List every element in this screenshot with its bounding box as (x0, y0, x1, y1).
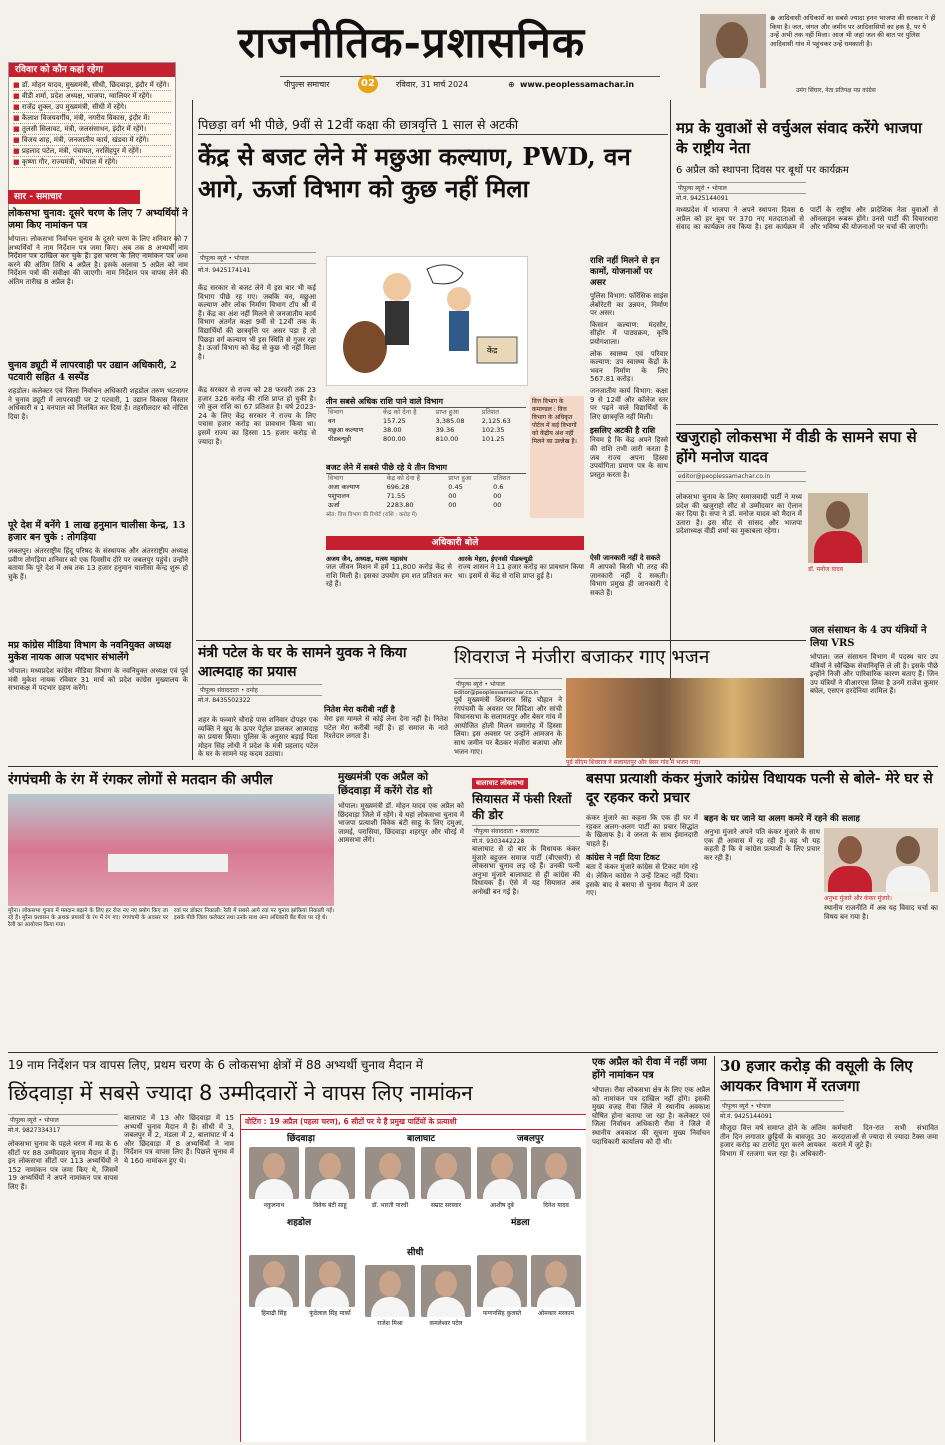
candidate-photo (421, 1265, 471, 1317)
banner-shape (108, 854, 228, 872)
lead-kicker: पिछड़ा वर्ग भी पीछे, 9वीं से 12वीं कक्षा की छात्रवृत्ति 1 साल से अटकी (198, 116, 668, 135)
saar-text: जबलपुर। अंतरराष्ट्रीय हिंदू परिषद के संस्थापक और अंतरराष्ट्रीय अध्यक्ष प्रवीण तोगड़िया शनिवार को एक दिवसीय दौरे पर जबलपुर पहुंचे। उन्होंने बताया कि पूरे देश में अब तक 13 हजार हनुमान चालीसा केन्द्र शुरू हो चुके हैं। (8, 547, 188, 581)
saar-headline: मप्र कांग्रेस मीडिया विभाग के नवनियुक्त अध्यक्ष मुकेश नायक आज पदभार संभालेंगे (8, 640, 172, 663)
suicide-headline: मंत्री पटेल के घर के सामने युवक ने किया आत्मदाह का प्रयास (198, 645, 407, 680)
table-cell: 0.6 (493, 483, 504, 491)
table-header: केंद्र को देना है (383, 408, 417, 416)
scheme-item: किसान कल्याण: मंदसौर, सीहोर में पाठ्यक्रम, कृषि प्रयोगशाला। (590, 320, 668, 346)
table-row (326, 483, 526, 492)
cartoon-drawing (327, 257, 527, 385)
candidate-name: राजेश मिश्रा (377, 1320, 403, 1327)
table-cell: वन (328, 417, 336, 425)
table-low-budget (326, 462, 526, 534)
rewa-text: भोपाल। रीवा लोकसभा क्षेत्र के लिए एक अप्रैल को नामांकन पत्र दाखिल नहीं होंगे। इसकी मुख्य वजह रीवा जिले में स्थानीय अवकाश घोषित होना बताया जा रहा है। कलेक्टर एवं जिला निर्वाचन अधिकारी रीवा ने जिले में स्थानीय अवकाश की सूचना मुख्य निर्वाचन पदाधिकारी कार्यालय को दी थी। (592, 1086, 710, 1146)
candidate-name: दिनेश यादव (543, 1202, 569, 1209)
rally-caption: मुरैना। लोकसभा चुनाव में मतदान बढ़ाने के लिए हर रोज नए नए प्रयोग किए जा रहे हैं। मुरैना प्रशासन के अथक प्रयासों के रंग में रंग गए। रंगपंचमी के अवसर पर रैली का आयोजन किया गया। (8, 908, 168, 928)
bsp-subhead: कांग्रेस ने नहीं दिया टिकट (586, 852, 660, 863)
candidate-photo (365, 1147, 415, 1199)
suicide-subtext: मेरा इस मामले से कोई लेना देना नहीं है। नितेश पटेल मेरा करीबी नहीं है। हां समाज के नाते रिश्तेदार लगता है। (324, 715, 448, 741)
list-item: ■ राजेंद्र शुक्ल, उप मुख्यमंत्री, सीधी में रहेंगे। (13, 102, 171, 113)
candidate-photo (305, 1255, 355, 1307)
vrs-headline: जल संसाधन के 4 उप यंत्रियों ने लिया VRS (810, 625, 927, 649)
face-shape (838, 836, 862, 864)
candidate-card (531, 1255, 581, 1317)
candidate-photo (477, 1147, 527, 1199)
saar-item (8, 360, 188, 510)
mobile-number: मो.नं. 8435502322 (198, 697, 251, 704)
balaghat-text: बालाघाट से दो बार के विधायक कंकर मुंजारे बहुजन समाज पार्टी (बीएसपी) से लोकसभा चुनाव लड़ रहे हैं। उनकी पत्नी अनुभा मुंजारे बालाघाट से ही कांग्रेस की विधायक हैं। ऐसे में यह सियासत अब अनोखी बन गई है। (472, 845, 580, 896)
section-title: राजनीतिक-प्रशासनिक (238, 18, 586, 67)
khajuraho-text: लोकसभा चुनाव के लिए समाजवादी पार्टी ने मध्य प्रदेश की खजुराहो सीट से उम्मीदवार का ऐलान कर दिया है। सपा ने डॉ. मनोज यादव को मैदान में उतारा है। इस सीट से सांसद और भाजपा प्रदेशाध्यक्ष वीडी शर्मा का मुकाबला रहेगा। (676, 493, 802, 536)
candidate-card (249, 1147, 299, 1209)
table-cell: 102.35 (481, 426, 505, 434)
lead-story (198, 116, 668, 646)
schemes-box (590, 256, 668, 546)
shirt-shape (706, 58, 760, 88)
wife-side-box (704, 814, 938, 950)
youth-text: मध्यप्रदेश में भाजपा ने अपने स्थापना दिवस 6 अप्रैल को हर बूथ पर 370 नए मतदाताओं से संवाद का कार्यक्रम तय किया है। इस कार्यक्रम में पार्टी के राष्ट्रीय और प्रादेशिक नेता युवाओं से ऑनलाइन रूबरू होंगे। उनसे पार्टी की विचारधारा और भविष्य की योजनाओं पर चर्चा की जाएगी। (676, 206, 938, 232)
table-header: केंद्र को देना है (386, 474, 421, 482)
candidate-photo (305, 1147, 355, 1199)
byline: पीपुल्स संवाददाता • बालाघाट (472, 825, 580, 837)
bsp-headline: बसपा प्रत्याशी कंकर मुंजारे कांग्रेस विधायक पत्नी से बोले- मेरे घर से दूर रहकर करो प्रचार (586, 771, 933, 806)
scheme-item: पुलिस विभाग: फॉरेंसिक साइंस लेबोरेटरी का उन्नयन, निर्माण पर असर। (590, 292, 668, 318)
scheme-item: लोक स्वास्थ्य एवं परिवार कल्याण: उप स्वास्थ्य केंद्रों के भवन निर्माण के लिए 567.81 करोड़। (590, 349, 668, 384)
table-cell: 00 (493, 492, 502, 500)
table-cell: 39.36 (435, 426, 455, 434)
table-cell: पीडब्ल्यूडी (328, 435, 352, 443)
candidate-card (421, 1147, 471, 1209)
column-divider (714, 1056, 715, 1442)
candidate-card (305, 1255, 355, 1317)
table-row (326, 492, 526, 501)
table-title: तीन सबसे अधिक राशि पाने वाले विभाग (326, 396, 526, 408)
photo-caption: डॉ. मनोज यादव (808, 566, 843, 573)
seat-label: सीधी (407, 1248, 424, 1258)
scheme-item: जनजातीय कार्य विभाग: कक्षा 9 से 12वीं और कॉलेज स्तर पर पढ़ने वाले विद्यार्थियों के लिए छात्रवृत्ति नहीं मिली। (590, 386, 668, 421)
shivraj-photo (566, 678, 804, 758)
shirt-shape (828, 866, 872, 892)
table-cell: 00 (448, 492, 457, 500)
nominations-col1: लोकसभा चुनाव के पहले चरण में मप्र के 6 सीटों पर 88 उम्मीदवार चुनाव मैदान में हैं। इन लोकसभा सीटों पर 113 अभ्यर्थियों ने 152 नामांकन पत्र जमा किए थे, जिसमें 19 अभ्यर्थियों ने अपने नामांकन पत्र वापस लिए हैं। (8, 1140, 118, 1191)
candidate-name: फग्गनसिंह कुलस्ते (482, 1310, 522, 1317)
face-shape (826, 501, 850, 529)
table-cell: 2283.80 (386, 501, 414, 509)
candidate-name: ओमकार मरकाम (537, 1310, 575, 1317)
wife-text: अनुभा मुंजारे अपने पति कंकर मुंजारे के साथ एक ही आवास में रह रही हैं। वह भी यह कहती हैं कि वे कांग्रेस प्रत्याशी के लिए प्रचार कर रही हैं। (704, 828, 820, 862)
wife-headline: बहन के घर जाने या अलग कमरे में रहने की सलाह (704, 814, 860, 824)
shirt-shape (886, 866, 930, 892)
table-header: विभाग (328, 474, 344, 482)
table-top-budget (326, 396, 526, 462)
official-name: ऐसी जानकारी नहीं दे सकते (590, 554, 661, 562)
list-item: ■ कैलाश विजयवर्गीय, मंत्री, नगरीय विकास, इंदौर में। (13, 113, 171, 124)
list-item: ■ तुलसी सिलावट, मंत्री, जलसंसाधन, इंदौर में रहेंगे। (13, 124, 171, 135)
tax-story (720, 1056, 938, 1442)
shivraj-text: पूर्व मुख्यमंत्री शिवराज सिंह चौहान ने रंगपंचमी के अवसर पर विदिशा और सांची विधानसभा के सलामतपुर और बेसर गांव में आयोजित होली मिलन समारोह में हिस्सा लिया। इस अवसर पर उन्होंने आमजन के साथ जमीन पर बैठकर मंजीरा बजाया और भजन गाए। (454, 696, 562, 756)
official-quote (326, 554, 452, 634)
quote-author: उमंग सिंघार, नेता प्रतिपक्ष मप्र कांग्रेस (796, 87, 876, 94)
officials-bar: अधिकारी बोले (326, 536, 584, 550)
list-item: ■ कृष्णा गौर, राज्यमंत्री, भोपाल में रहेंगे। (13, 157, 171, 168)
saar-column (8, 190, 188, 760)
cm-roadshow-story (338, 770, 464, 936)
table-cell: 00 (448, 501, 457, 509)
table-row (326, 435, 526, 444)
shivraj-headline: शिवराज ने मंजीरा बजाकर गाए भजन (454, 646, 710, 668)
saar-title: सार - समाचार (8, 190, 140, 204)
candidate-name: फुंदेलाल सिंह मार्को (309, 1310, 351, 1317)
table-cell: 38.00 (383, 426, 402, 434)
suicide-text: शहर के फव्वारे चौराहे पास शनिवार दोपहर एक व्यक्ति ने खुद के ऊपर पेट्रोल डालकर आत्मदाह का प्रयास किया। पुलिस के अनुसार बड़ाई पिता मोहन सिंह लोधी ने प्रदेश के मंत्री प्रहलाद पटेल के घर के सामने यह कदम उठाया। (198, 716, 318, 759)
table-cell: 810.00 (435, 435, 459, 443)
column-divider (192, 100, 193, 760)
bsp-text: कंकर मुंजारे का कहना कि एक ही घर में रहकर अलग-अलग पार्टी का प्रचार सिद्धांत के खिलाफ है। वे जनता के साथ ईमानदारी चाहते हैं। (586, 814, 698, 848)
website[interactable]: www.peoplessamachar.in (520, 80, 635, 89)
mobile-number: मो.नं. 9425144091 (720, 1113, 773, 1120)
page-number: 02 (358, 75, 378, 93)
issue-date: रविवार, 31 मार्च 2024 (396, 80, 469, 89)
byline: पीपुल्स ब्यूरो • भोपाल (198, 252, 316, 264)
byline: पीपुल्स ब्यूरो • भोपाल (720, 1100, 844, 1112)
lead-col1: केंद्र सरकार से बजट लेने में इस बार भी कई विभाग पीछे रह गए। जबकि वन, मछुआ कल्याण और लोक निर्माण विभाग टॉप श्री में हैं। केंद्र का अंश नहीं मिलने से जनजातीय कार्य विभाग अंतर्गत कक्षा 9वीं से 12वीं तक के विद्यार्थियों की छात्रवृत्ति पर असर पड़ा है तो पिछड़ा वर्ग कल्याण भी इस स्थिति से गुजर रहा है। ऊर्जा विभाग को केंद्र से कुछ भी नहीं मिला है। (198, 284, 316, 361)
suicide-subhead: नितेश मेरा करीबी नहीं है (324, 704, 395, 714)
candidate-name: विवेक बंटी साहू (313, 1202, 347, 1209)
sunday-box-title: रविवार को कौन कहां रहेगा (9, 63, 175, 77)
candidate-name: आशीष दुबे (490, 1202, 514, 1209)
balaghat-story (472, 770, 580, 936)
table-cell: 00 (493, 501, 502, 509)
suicide-sidebox (324, 704, 448, 762)
candidate-card (531, 1147, 581, 1209)
cm-text: भोपाल। मुख्यमंत्री डॉ. मोहन यादव एक अप्रैल को छिंदवाड़ा जिले में रहेंगे। वे यहां लोकसभा चुनाव में भाजपा प्रत्याशी विवेक बंटी साहू के लिए दमुआ, जामई, परासिया, छिंदवाड़ा शहरपुर और चौरई में आमसभा लेंगे। (338, 802, 464, 845)
candidate-card (249, 1255, 299, 1317)
table-cell: मछुआ कल्याण (328, 426, 364, 434)
saar-text: भोपाल। लोकसभा निर्वाचन चुनाव के दूसरे चरण के लिए शनिवार को 7 अभ्यर्थियों ने नाम निर्देशन पत्र जमा किए। अब तक 8 अभ्यर्थी नाम निर्देशन पत्र दाखिल कर चुके हैं। इस चरण के लिए नामांकन पत्र जमा करने की अंतिम तिथि 4 अप्रैल है। इसके अलावा 5 अप्रैल को नाम निर्देशन पत्रों की संवीक्षा की जाएगी। नाम निर्देशन पत्र वापस लेने की अंतिम तारीख 8 अप्रैल है। (8, 235, 188, 286)
face-shape (716, 22, 748, 60)
bsp-subtext: बता दें कंकर मुंजारे कांग्रेस से टिकट मांग रहे थे। लेकिन कांग्रेस ने उन्हें टिकट नहीं दिया। इसके बाद वे बसपा से चुनाव मैदान में उतर गए। (586, 863, 698, 898)
tax-headline: 30 हजार करोड़ की वसूली के लिए आयकर विभाग में रतजगा (720, 1057, 913, 1095)
shivraj-story (454, 644, 804, 766)
nominations-byline-block (8, 1114, 118, 1134)
table-header: प्रतिशत (481, 408, 500, 416)
cartoon-illustration (326, 256, 528, 386)
table-header-row (326, 408, 526, 417)
list-item: ■ प्रहलाद पटेल, मंत्री, पंचायत, नरसिंहपुर में रहेंगे। (13, 146, 171, 157)
saar-headline: पूरे देश में बनेंगे 1 लाख हनुमान चालीसा केन्द्र, 13 हजार बन चुके : तोगड़िया (8, 520, 186, 543)
candidate-name: डॉ. भारती पारधी (371, 1202, 409, 1209)
table-cell: 0.45 (448, 483, 463, 491)
rangpanchami-story (8, 770, 334, 936)
table-cell: 800.00 (383, 435, 406, 443)
candidate-photo (477, 1255, 527, 1307)
official-quote (458, 554, 584, 634)
voting-title: वोटिंग : 19 अप्रैल (पहला चरण), 6 सीटों पर ये हैं प्रमुख पार्टियों के प्रत्याशी (241, 1115, 586, 1130)
candidate-card (477, 1255, 527, 1317)
candidate-photo (531, 1255, 581, 1307)
wife-text2: स्थानीय राजनीति में अब यह विवाद चर्चा का विषय बन गया है। (824, 904, 938, 921)
rally-photo (8, 794, 334, 906)
close-x-icon: ⊗ (770, 14, 778, 22)
table-cell: 696.28 (386, 483, 410, 491)
list-item: ■ विजय शाह, मंत्री, जनजातीय कार्य, खंडवा में रहेंगे। (13, 135, 171, 146)
table-cell: 2,125.63 (481, 417, 511, 425)
seat-label: मंडला (511, 1218, 530, 1228)
globe-icon: ⊕ (508, 80, 515, 89)
suicide-story (198, 644, 448, 762)
saar-item (8, 208, 188, 352)
saar-text: शहडोल। कलेक्टर एवं जिला निर्वाचन अधिकारी शहडोल तरुण भटनागर ने चुनाव ड्यूटी में लापरवाही पर 2 पटवारी, 1 उद्यान विकास विस्तार अधिकारी व 1 वनपाल को निलंबित कर दिया है। तहसीलदार को नोटिस दिया है। (8, 387, 188, 421)
section-divider (8, 766, 938, 767)
sunday-list (9, 77, 175, 171)
saar-item (8, 640, 188, 760)
candidate-card (305, 1147, 355, 1209)
nominations-col2: बालाघाट में 13 और छिंदवाड़ा में 15 अभ्यर्थी चुनाव मैदान में हैं। सीधी में 3, जबलपुर में 2, मंडला में 2, बालाघाट में 4 और छिंदवाड़ा में 8 अभ्यर्थियों ने नाम निर्देशन पत्र वापस लिए हैं। पिछले चुनाव में ये 160 नामांकन हुए थे। (124, 1114, 234, 1165)
table-header: प्राप्त हुआ (448, 474, 472, 482)
masthead (200, 0, 760, 98)
email: editor@peoplessamachar.co.in (454, 690, 539, 696)
section-divider (196, 640, 806, 641)
list-item: ■ वीडी शर्मा, प्रदेश अध्यक्ष, भाजपा, ग्वालियर में रहेंगे। (13, 91, 171, 102)
nominations-headline: छिंदवाड़ा में सबसे ज्यादा 8 उम्मीदवारों ने वापस लिए नामांकन (8, 1081, 473, 1105)
candidate-name: कमलेश्वर पटेल (429, 1320, 463, 1327)
schemes-subhead: इसलिए अटकी है राशि (590, 425, 656, 436)
couple-photo (824, 828, 938, 892)
youth-subhead: 6 अप्रैल को स्थापना दिवस पर बूथों पर कार्यक्रम (676, 165, 849, 176)
official-text: राज्य शासन ने 11 हजार करोड़ का प्रावधान किया था। इसमें से केंद्र से राशि प्राप्त हुई है। (458, 563, 584, 580)
candidate-name: नकुलनाथ (263, 1202, 285, 1209)
rewa-headline: एक अप्रैल को रीवा में नहीं जमा होंगे नामांकन पत्र (592, 1057, 707, 1081)
tax-text: मौजूदा वित्त वर्ष समाप्त होने के अंतिम तीन दिन लगातार छुट्टियों के बावजूद 30 हजार करोड़ का टारगेट पूरा करने आयकर विभाग में रतजगा चल रहा है। अधिकारी-कर्मचारी दिन-रात सभी संभावित करदाताओं से ज्यादा से ज्यादा टैक्स जमा कराने में जुटे हैं। (720, 1124, 938, 1158)
table-title: बजट लेने में सबसे पीछे रहे ये तीन विभाग (326, 462, 526, 474)
saar-headline: लोकसभा चुनाव: दूसरे चरण के लिए 7 अभ्यर्थियों ने जमा किए नामांकन पत्र (8, 208, 188, 231)
saar-item (8, 520, 188, 630)
mobile-number: मो.नं. 9425144091 (676, 195, 729, 202)
table-cell: ऊर्जा (328, 501, 340, 509)
lead-byline (198, 252, 316, 274)
vrs-story (810, 624, 938, 760)
table-cell: 101.25 (481, 435, 505, 443)
politician-photo (700, 14, 766, 88)
table-source: स्रोत: वित्त विभाग की रिपोर्ट (राशि : करोड़ में) (326, 512, 418, 518)
balaghat-headline: सियासत में फंसी रिश्तों की डोर (472, 792, 572, 822)
table-cell: 3,385.08 (435, 417, 465, 425)
official-name: अजय जैन, अध्यक्ष, मत्स्य महासंघ (326, 555, 408, 563)
table-cell: अजा कल्याण (328, 483, 360, 491)
candidate-name: हिमाद्री सिंह (261, 1310, 287, 1317)
nominations-story (8, 1056, 586, 1442)
paper-name: पीपुल्स समाचार (284, 80, 330, 89)
candidate-photo (249, 1147, 299, 1199)
cm-headline: मुख्यमंत्री एक अप्रैल को छिंदवाड़ा में करेंगे रोड शो (338, 771, 433, 797)
section-divider (8, 1052, 938, 1053)
table-header-row (326, 474, 526, 483)
candidate-card (365, 1147, 415, 1209)
budget-table (326, 408, 526, 444)
mobile-number: मो.नं. 9827334317 (8, 1127, 61, 1134)
balaghat-tag: बालाघाट लोकसभा (472, 778, 528, 789)
table-header: प्रतिशत (493, 474, 511, 482)
mobile-number: मो.नं. 9425174141 (198, 267, 251, 274)
candidate-photo (421, 1147, 471, 1199)
rangpanchami-headline: रंगपंचमी के रंग में रंगकर लोगों से मतदान की अपील (8, 772, 273, 788)
youth-story (676, 118, 938, 418)
schemes-title: राशि नहीं मिलने से इन कामों, योजनाओं पर असर (590, 256, 660, 288)
table-row (326, 417, 526, 426)
candidate-photo (808, 493, 868, 563)
saar-text: भोपाल। मध्यप्रदेश कांग्रेस मीडिया विभाग के नवनियुक्त अध्यक्ष एवं पूर्व मंत्री मुकेश नायक रविवार 31 मार्च को प्रदेश कांग्रेस मुख्यालय के सभाकक्ष में पदभार ग्रहण करेंगे। (8, 667, 188, 693)
rally-caption: रवां पर डॉक्टर निकाली: रैली में सबसे आगे रवां पर चुनाव झांकियां निकाली गईं। इसके पीछे जिला कलेक्टर तथा उनके साथ अन्य अधिकारी बैंड बैंजा पर रहे थे। (174, 908, 334, 921)
official-text: जल जीवन मिशन में हमें 11,800 करोड़ केंद्र से राशि मिली है। इसका उपयोग हम शत प्रतिशत कर रहे हैं। (326, 563, 452, 589)
official-text: मैं आपको किसी भी तरह की जानकारी नहीं दे सकती। विभाग प्रमुख ही जानकारी दे सकते हैं। (590, 563, 668, 597)
byline: पीपुल्स ब्यूरो • भोपाल (676, 182, 806, 194)
seat-label: शहडोल (287, 1218, 312, 1228)
shivraj-text-block (454, 678, 562, 766)
khajuraho-headline: खजुराहो लोकसभा में वीडी के सामने सपा से होंगे मनोज यादव (676, 428, 917, 466)
side-note: वित्त विभाग के कमाण्डल : वित्त विभाग के अधिकृत पोर्टल में कई विभागों को केंद्रीय अंश नहीं मिलने का उल्लेख है। (530, 396, 584, 518)
schemes-subtext: नियम है कि केंद्र अपने हिस्से की राशि तभी जारी करता है जब राज्य अपना हिस्सा उपयोगिता प्रमाण पत्र के साथ प्रस्तुत करता है। (590, 436, 668, 479)
table-cell: 71.55 (386, 492, 406, 500)
byline: पीपुल्स संवाददाता • दमोह (198, 684, 322, 696)
lead-col2: केंद्र सरकार से राज्य को 28 फरवरी तक 23 हजार 326 करोड़ की राशि प्राप्त हो चुकी है। जो कुल राशि का 67 प्रतिशत है। वर्ष 2023-24 के लिए केंद्र सरकार ने राज्य के लिए पचास हजार करोड़ का प्रावधान किया था। इसमें राज्य का हिस्सा 15 हजार करोड़ से ज्यादा है। (198, 386, 316, 446)
table-header: प्राप्त हुआ (435, 408, 459, 416)
photo-caption: पूर्व सीएम शिवराज ने सलामतपुर और बेसर गांव में भजन गाए। (566, 759, 701, 766)
quote-box (700, 14, 938, 98)
official-name: आरके मेहरा, ईएनसी पीडब्ल्यूडी (458, 555, 533, 563)
bsp-story (586, 770, 938, 950)
candidate-photo (365, 1265, 415, 1317)
candidate-photo (531, 1147, 581, 1199)
seat-label: छिंदवाड़ा (287, 1134, 315, 1144)
khajuraho-story (676, 424, 938, 622)
list-item: ■ डॉ. मोहन यादव, मुख्यमंत्री, सीधी, छिंदवाड़ा, इंदौर में रहेंगे। (13, 81, 170, 89)
youth-headline: मप्र के युवाओं से वर्चुअल संवाद करेंगे भाजपा के राष्ट्रीय नेता (676, 119, 922, 157)
table-row (326, 426, 526, 435)
voting-box (240, 1114, 586, 1442)
table-row (326, 501, 526, 510)
rewa-story (592, 1056, 710, 1442)
bsp-col (586, 814, 698, 950)
seat-label: बालाघाट (407, 1134, 436, 1144)
byline: पीपुल्स ब्यूरो • भोपाल (8, 1114, 118, 1126)
lead-headline: केंद्र से बजट लेने में मछुआ कल्याण, PWD, वन आगे, ऊर्जा विभाग को कुछ नहीं मिला (198, 142, 631, 203)
table-header: विभाग (328, 408, 344, 416)
face-shape (896, 836, 920, 864)
vrs-text: भोपाल। जल संसाधन विभाग में पदस्थ चार उप यंत्रियों ने स्वैच्छिक सेवानिवृत्ति ले ली है। इसके पीछे इन्होंने निजी और पारिवारिक कारण बताए हैं। जिन उप यंत्रियों ने वीआरएस लिया है उनमें राजेश कुमार बघेल, एसएन हरदेनिया शामिल हैं। (810, 653, 938, 696)
candidate-card (365, 1265, 415, 1327)
saar-headline: चुनाव ड्यूटी में लापरवाही पर उद्यान अधिकारी, 2 पटवारी सहित 4 सस्पेंड (8, 360, 177, 383)
candidate-photo (249, 1255, 299, 1307)
cartoon-label: केंद्र (487, 346, 498, 355)
byline: editor@peoplessamachar.co.in (676, 471, 806, 482)
seat-label: जबलपुर (517, 1134, 544, 1144)
table-cell: 157.25 (383, 417, 406, 425)
candidate-card (477, 1147, 527, 1209)
budget-table (326, 474, 526, 510)
photo-caption: अनुभा मुंजारे और कंकर मुंजारे। (824, 895, 892, 902)
masthead-strip (280, 76, 660, 93)
candidate-name: सम्राट सरस्वार (430, 1202, 462, 1209)
table-cell: पशुपालन (328, 492, 350, 500)
quote-text: ⊗ आदिवासी अधिकारों का सबसे ज्यादा हनन भाजपा की सरकार ने ही किया है। जल, जंगल और जमीन पर आदिवासियों का हक है, पर ये उन्हें अभी तक नहीं मिला। आज भी जहां जल की बात पर पुलिस आदिवासी गांव में पहुंचकर उन्हें धमकाती है। (770, 14, 936, 48)
candidate-card (421, 1265, 471, 1327)
official-quote (590, 554, 668, 634)
mobile-number: मो.नं. 9303442228 (472, 838, 525, 845)
nominations-kicker: 19 नाम निर्देशन पत्र वापस लिए, प्रथम चरण के 6 लोकसभा क्षेत्रों में 88 अभ्यर्थी चुनाव मैदान में (8, 1058, 423, 1072)
byline: पीपुल्स ब्यूरो • भोपाल (454, 678, 562, 690)
shirt-shape (814, 531, 862, 563)
